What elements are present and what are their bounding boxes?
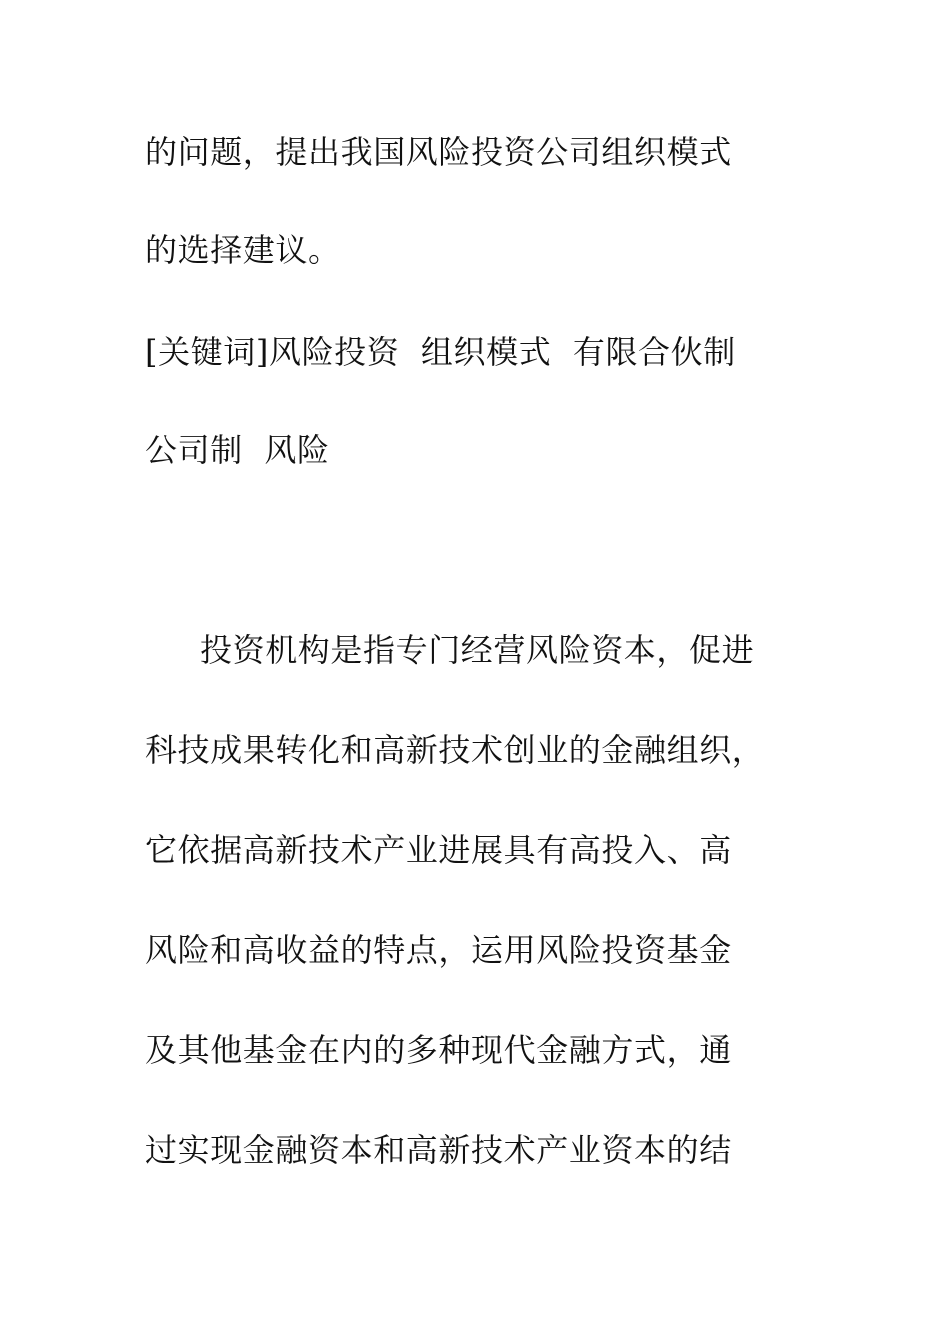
keywords-line-1: [关键词]风险投资 组织模式 有限合伙制	[145, 333, 736, 371]
abstract-line-1: 的问题，提出我国风险投资公司组织模式	[145, 133, 732, 171]
body-line-1: 投资机构是指专门经营风险资本，促进	[200, 631, 755, 669]
keywords-line-2: 公司制 风险	[145, 431, 330, 469]
body-line-5: 及其他基金在内的多种现代金融方式，通	[145, 1031, 732, 1069]
body-line-3: 它依据高新技术产业进展具有高投入、高	[145, 831, 732, 869]
body-line-2: 科技成果转化和高新技术创业的金融组织，	[145, 731, 765, 769]
abstract-line-2: 的选择建议。	[145, 231, 341, 269]
body-line-6: 过实现金融资本和高新技术产业资本的结	[145, 1131, 732, 1169]
body-line-4: 风险和高收益的特点，运用风险投资基金	[145, 931, 732, 969]
